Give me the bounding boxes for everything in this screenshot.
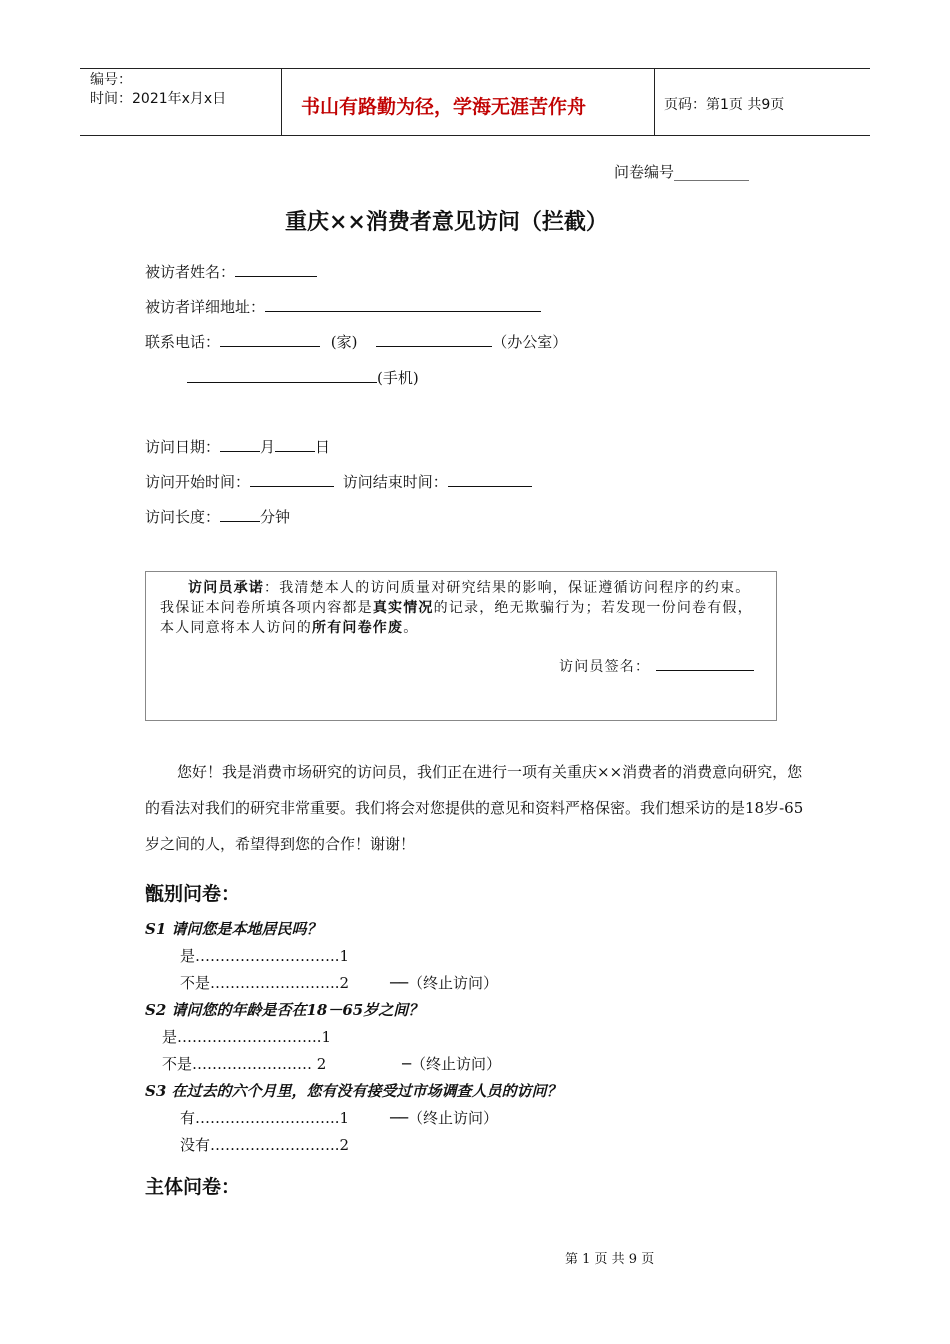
mobile-phone-suffix: (手机) <box>377 369 419 387</box>
question-s3: S3 在过去的六个月里，您有没有接受过市场调查人员的访问？ <box>145 1082 562 1100</box>
phone-label: 联系电话： <box>145 333 221 351</box>
signature-row <box>559 656 754 676</box>
pledge-part3: 。 <box>403 620 419 636</box>
mobile-row <box>187 367 419 388</box>
interview-date-label: 访问日期： <box>145 438 221 456</box>
respondent-name-label: 被访者姓名： <box>145 263 236 281</box>
main-questionnaire-heading: 主体问卷： <box>145 1176 241 1198</box>
header-bottom-rule <box>80 135 870 136</box>
respondent-address-blank[interactable] <box>265 297 541 312</box>
pledge-part2: 的记录，绝无欺骗行为；若发现一份问卷有假，本人同意将本人访问的 <box>160 600 753 636</box>
end-time-label: 访问结束时间： <box>342 473 448 491</box>
phone-row <box>145 331 567 352</box>
screening-heading: 甑别问卷： <box>145 883 241 905</box>
header-top-rule <box>80 68 870 69</box>
s2-terminate-note: ─（终止访问） <box>402 1055 502 1073</box>
respondent-address-label: 被访者详细地址： <box>145 298 266 316</box>
s3-option-yes[interactable]: 有………………………..1 <box>180 1109 350 1127</box>
question-s2: S2 请问您的年龄是否在18－65岁之间？ <box>145 1001 424 1019</box>
header-time-label: 时间：2021年x月x日 <box>90 91 227 107</box>
respondent-address-row <box>145 296 541 317</box>
page-footer: 第 1 页 共 9 页 <box>565 1252 655 1267</box>
home-phone-blank[interactable] <box>220 332 320 347</box>
s1-option-yes[interactable]: 是………………………..1 <box>180 947 350 965</box>
interviewer-pledge-text <box>160 578 764 638</box>
end-time-blank[interactable] <box>448 472 532 487</box>
signature-blank[interactable] <box>656 656 754 671</box>
interviewer-pledge-box <box>145 571 777 721</box>
interview-date-row <box>145 436 330 457</box>
header-number-label: 编号： <box>90 72 132 88</box>
minutes-unit: 分钟 <box>260 508 291 526</box>
questionnaire-number: 问卷编号__________ <box>614 163 750 181</box>
office-phone-suffix: （办公室） <box>492 333 568 351</box>
pledge-part1: ：我清楚本人的访问质量对研究结果的影响，保证遵循访问程序的约束。我保证本问卷所填各项内容都是 <box>160 580 751 616</box>
s3-terminate-note: ──（终止访问） <box>390 1109 499 1127</box>
interview-time-row <box>145 471 532 492</box>
day-unit: 日 <box>315 438 331 456</box>
header-page-info: 页码：第1页 共9页 <box>664 97 785 113</box>
month-blank[interactable] <box>220 437 260 452</box>
respondent-name-blank[interactable] <box>235 262 317 277</box>
mobile-phone-blank[interactable] <box>187 368 377 383</box>
pledge-lead: 访问员承诺 <box>188 580 264 596</box>
interview-length-row <box>145 506 290 527</box>
s2-option-no[interactable]: 不是…………………… 2 <box>162 1055 327 1073</box>
header-motto: 书山有路勤为径，学海无涯苦作舟 <box>301 96 587 118</box>
header-divider-right <box>654 68 655 136</box>
month-unit: 月 <box>260 438 276 456</box>
start-time-blank[interactable] <box>250 472 334 487</box>
length-blank[interactable] <box>220 507 260 522</box>
s3-option-no[interactable]: 没有……………………..2 <box>180 1136 350 1154</box>
interview-length-label: 访问长度： <box>145 508 221 526</box>
respondent-name-row <box>145 261 317 282</box>
header-divider-left <box>281 68 282 136</box>
page-title: 重庆××消费者意见访问（拦截） <box>285 209 608 235</box>
s1-terminate-note: ──（终止访问） <box>390 974 499 992</box>
office-phone-blank[interactable] <box>376 332 492 347</box>
s1-option-no[interactable]: 不是……………………..2 <box>180 974 350 992</box>
home-phone-suffix: (家) <box>330 333 358 351</box>
start-time-label: 访问开始时间： <box>145 473 251 491</box>
day-blank[interactable] <box>275 437 315 452</box>
s2-option-yes[interactable]: 是………………………..1 <box>162 1028 332 1046</box>
question-s1: S1 请问您是本地居民吗？ <box>145 920 322 938</box>
pledge-emphasis-true: 真实情况 <box>372 600 434 616</box>
pledge-emphasis-void: 所有问卷作废 <box>312 620 404 636</box>
signature-label: 访问员签名： <box>559 659 651 675</box>
intro-paragraph: 您好！我是消费市场研究的访问员，我们正在进行一项有关重庆××消费者的消费意向研究，您的看法对我们的研究非常重要。我们将会对您提供的意见和资料严格保密。我们想采访的是18岁-65岁之间的人，希望得到您的合作！谢谢！ <box>145 763 804 853</box>
